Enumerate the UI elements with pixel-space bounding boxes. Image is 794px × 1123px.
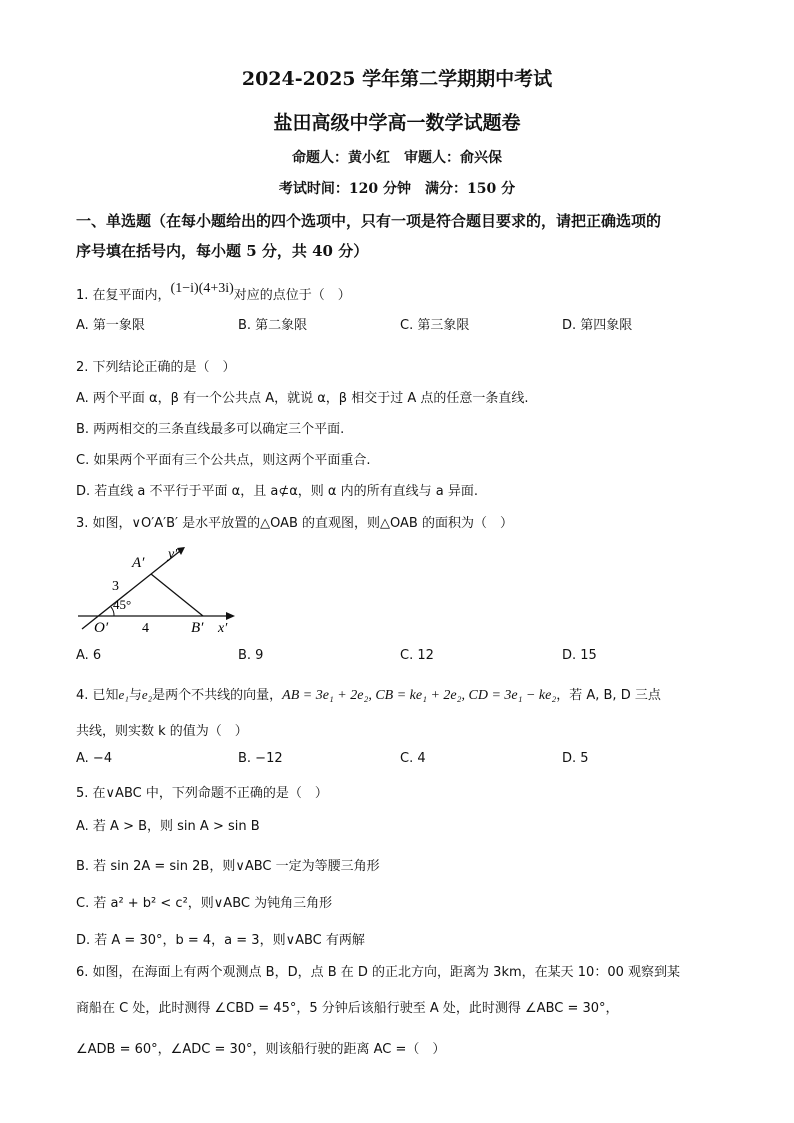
label-a-prime: A′	[132, 555, 145, 571]
question-2-option-c: C. 如果两个平面有三个公共点，则这两个平面重合.	[76, 453, 371, 468]
question-6-line2: 商船在 C 处，此时测得 ∠CBD = 45°，5 分钟后该船行驶至 A 处，此时测得 ∠ABC = 30°，	[76, 1001, 619, 1016]
y-axis-line	[82, 551, 180, 629]
label-b-prime: B′	[191, 620, 204, 635]
question-4-option-d: D. 5	[562, 751, 589, 766]
question-5-option-a: A. 若 A > B，则 sin A > sin B	[76, 819, 260, 834]
question-2-option-b: B. 两两相交的三条直线最多可以确定三个平面.	[76, 422, 345, 437]
section-heading-line2: 序号填在括号内，每小题 5 分，共 40 分）	[76, 242, 369, 260]
question-2-option-a: A. 两个平面 α，β 有一个公共点 A，就说 α，β 相交于过 A 点的任意一条直线.	[76, 391, 529, 406]
exam-time-score: 考试时间：120 分钟 满分：150 分	[278, 181, 516, 197]
label-angle-45: 45°	[113, 597, 132, 612]
exam-authors: 命题人：黄小红 审题人：俞兴保	[292, 150, 502, 166]
question-5-option-c: C. 若 a² + b² < c²，则∨ABC 为钝角三角形	[76, 896, 333, 911]
question-4-line1	[76, 684, 661, 704]
question-4-option-b: B. −12	[238, 751, 283, 766]
y-axis-arrowhead	[177, 547, 185, 555]
label-side-3: 3	[112, 579, 119, 594]
question-2-stem: 2. 下列结论正确的是（ ）	[76, 360, 236, 375]
question-4-option-a: A. −4	[76, 751, 113, 766]
question-4-mid2: 是两个不共线的向量，	[152, 688, 283, 703]
question-5-stem: 5. 在∨ABC 中，下列命题不正确的是（ ）	[76, 786, 328, 801]
exam-subtitle: 盐田高级中学高一数学试题卷	[273, 112, 521, 134]
question-1-stem	[76, 281, 351, 304]
question-6-line3: ∠ADB = 60°，∠ADC = 30°，则该船行驶的距离 AC =（ ）	[76, 1042, 446, 1057]
question-3-figure	[74, 540, 244, 635]
question-3-option-c: C. 12	[400, 648, 434, 663]
vector-e1: e₁	[118, 687, 129, 702]
label-y-prime: y′	[168, 547, 178, 562]
question-4-suffix: ，若 A, B, D 三点	[556, 688, 661, 703]
question-4-mid1: 与	[128, 688, 142, 703]
question-5-option-b: B. 若 sin 2A = sin 2B，则∨ABC 一定为等腰三角形	[76, 859, 380, 874]
segment-a-b	[151, 574, 203, 616]
vector-e2: e₂	[141, 687, 153, 702]
question-1-prefix: 1. 在复平面内，	[76, 288, 171, 303]
question-1-expression: (1−i)(4+3i)	[170, 281, 234, 296]
question-1-option-a: A. 第一象限	[76, 318, 145, 333]
question-2-option-d: D. 若直线 a 不平行于平面 α，且 a⊄α，则 α 内的所有直线与 a 异面.	[76, 484, 478, 499]
label-side-4: 4	[142, 621, 149, 635]
question-1-option-d: D. 第四象限	[562, 318, 633, 333]
question-4-line2: 共线，则实数 k 的值为（ ）	[76, 724, 248, 739]
question-4-prefix: 4. 已知	[76, 688, 119, 703]
question-3-option-d: D. 15	[562, 648, 597, 663]
question-4-vector-expression: AB = 3e₁ + 2e₂, CB = ke₁ + 2e₂, CD = 3e₁ − ke₂	[282, 688, 557, 703]
question-3-option-b: B. 9	[238, 648, 264, 663]
question-4-option-c: C. 4	[400, 751, 426, 766]
question-1-option-b: B. 第二象限	[238, 318, 308, 333]
label-o-prime: O′	[94, 620, 109, 635]
question-1-option-c: C. 第三象限	[400, 318, 470, 333]
question-6-line1: 6. 如图，在海面上有两个观测点 B，D，点 B 在 D 的正北方向，距离为 3km，在某天 10：00 观察到某	[76, 965, 680, 980]
question-1-suffix: 对应的点位于（ ）	[233, 288, 351, 303]
exam-title: 2024-2025 学年第二学期期中考试	[241, 68, 553, 90]
label-x-prime: x′	[218, 621, 228, 635]
question-3-option-a: A. 6	[76, 648, 102, 663]
section-heading-line1: 一、单选题（在每小题给出的四个选项中，只有一项是符合题目要求的，请把正确选项的	[76, 212, 662, 230]
question-5-option-d: D. 若 A = 30°，b = 4，a = 3，则∨ABC 有两解	[76, 933, 365, 948]
question-3-stem: 3. 如图，∨O′A′B′ 是水平放置的△OAB 的直观图，则△OAB 的面积为（ ）	[76, 516, 513, 531]
x-axis-arrowhead	[226, 612, 235, 620]
